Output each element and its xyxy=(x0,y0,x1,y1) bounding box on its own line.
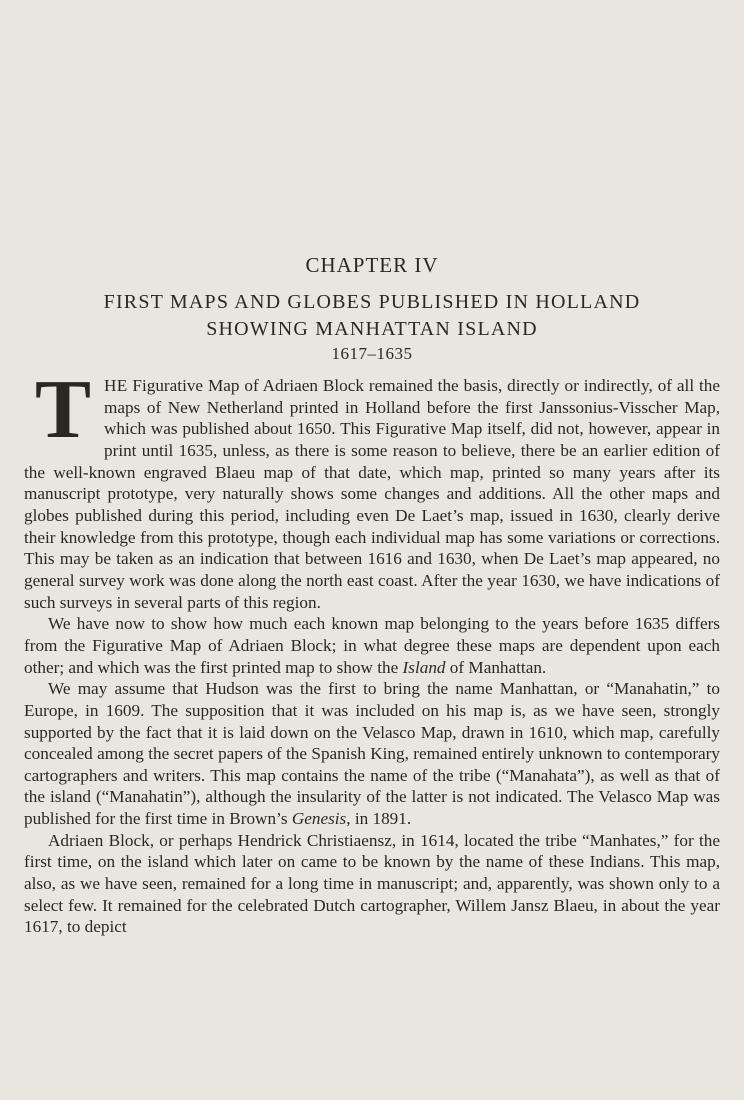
paragraph-1-lead: HE xyxy=(104,376,128,395)
paragraph-2-text: We have now to show how much each known map belonging to the years before 1635 differs from the Figurative Map of Adriaen Block; in what degree these maps are dependent upon each other; and which was the first printed map to show the xyxy=(24,614,720,677)
chapter-date-range: 1617–1635 xyxy=(331,344,413,363)
drop-cap: T xyxy=(34,363,92,456)
paragraph-3-italic: Genesis xyxy=(291,809,347,829)
paragraph-3-tail: , in 1891. xyxy=(346,809,412,829)
chapter-title xyxy=(40,289,704,343)
paragraph-3-text: We may assume that Hudson was the first to bring the name Manhattan, or “Manahatin,” to Europe, in 1609. The supposition that it was included on his map is, as we have seen, strongly supported by the fact that it is laid down on the Velasco Map, drawn in 1610, which map, carefully concealed among the secret papers of the Spanish King, remained entirely unknown to contemporary cartographers and writers. This map contains the name of the tribe (“Manahata”), as well as that of the island (“Manahatin”), although the insularity of the latter is not indicated. The Velasco Map was published for the first time in Brown’s xyxy=(24,679,720,829)
paragraph-2-italic: Island xyxy=(402,657,446,677)
paragraph-4 xyxy=(24,830,720,938)
paragraph-1 xyxy=(24,363,720,613)
chapter-body xyxy=(24,363,720,938)
paragraph-2-tail: of Manhattan. xyxy=(445,657,547,677)
paragraph-1-text: Figurative Map of Adriaen Block remained the basis, directly or indirectly, of all the maps of New Netherland printed in Holland before the first Janssonius-Visscher Map, which was published about 1650. This Figurative Map itself, did not, however, appear in print until 1635, unless, as there is some reason to believe, there be an earlier edition of the well-known engraved Blaeu map of that date, which map, printed so many years after its manuscript prototype, very naturally shows some changes and additions. All the other maps and globes published during this period, including even De Laet’s map, issued in 1630, clearly derive their knowledge from this prototype, though each individual map has some variations or corrections. This may be taken as an indication that between 1616 and 1630, when De Laet’s map appeared, no general survey work was done along the north east coast. After the year 1630, we have indications of such surveys in several parts of this region. xyxy=(24,376,720,612)
chapter-title-line-2: SHOWING MANHATTAN ISLAND xyxy=(206,318,538,340)
paragraph-2 xyxy=(24,613,720,678)
paragraph-3 xyxy=(24,678,720,830)
chapter-title-line-1: FIRST MAPS AND GLOBES PUBLISHED IN HOLLAND xyxy=(103,291,641,313)
paragraph-4-text: Adriaen Block, or perhaps Hendrick Christiaensz, in 1614, located the tribe “Manhates,” for the first time, on the island which later on came to be known by the name of these Indians. This map, also, as we have seen, remained for a long time in manuscript; and, apparently, was shown only to a select few. It remained for the celebrated Dutch cartographer, Willem Jansz Blaeu, in about the year 1617, to depict xyxy=(24,830,720,937)
chapter-heading: CHAPTER IV xyxy=(305,253,439,277)
